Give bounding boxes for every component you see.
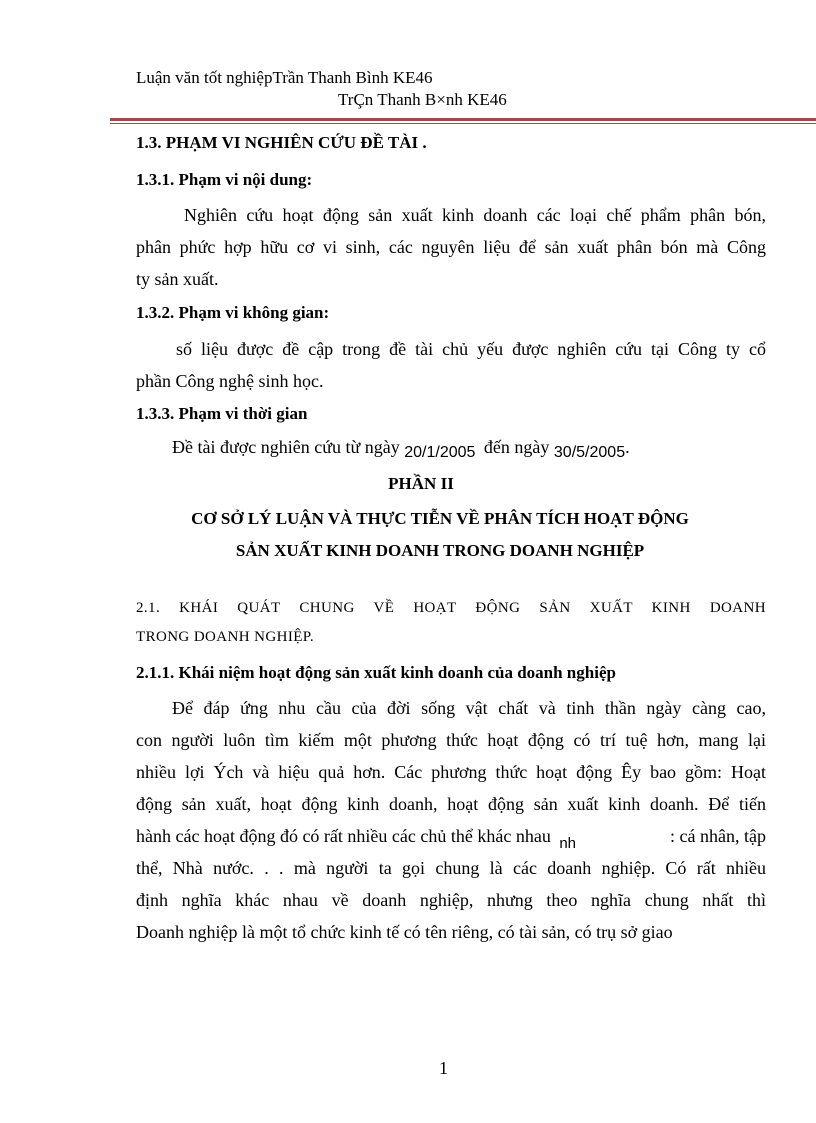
paragraph-line: ty sản xuất. [136,269,219,289]
paragraph-line: nhiều lợi Ých và hiệu quả hơn. Các phương thức hoạt động Êy bao gồm: Hoạt [136,762,766,782]
paragraph-line: thể, Nhà nước. . . mà người ta gọi chung là các doanh nghiệp. Có rất nhiều [136,858,766,878]
paragraph-line: số liệu được đề cập trong đề tài chủ yếu được nghiên cứu tại Công ty cổ [176,339,766,359]
section-2-1-heading-line-2: TRONG DOANH NGHIỆP. [136,629,315,645]
paragraph-line-text: hành các hoạt động đó có rất nhiều các chủ thể khác nhau [136,826,551,846]
part-subtitle-line-2: SẢN XUẤT KINH DOANH TRONG DOANH NGHIỆP [235,541,645,560]
paragraph-line: Nghiên cứu hoạt động sản xuất kinh doanh các loại chế phẩm phân bón, [184,205,766,225]
end-date: 30/5/2005 [553,444,626,461]
paragraph-line: định nghĩa khác nhau về doanh nghiệp, nhưng theo nghĩa chung nhất thì [136,890,766,910]
time-range-suffix: . [625,437,630,457]
header-rule-thick [110,118,816,121]
time-range-line [172,437,630,461]
page-number: 1 [439,1058,448,1078]
subscript-fragment: nh [559,835,577,852]
paragraph-line: Để đáp ứng nhu cầu của đời sống vật chất và tinh thần ngày càng cao, [172,698,766,718]
section-1-3-2-heading: 1.3.2. Phạm vi không gian: [136,303,330,322]
section-2-1-heading-line-1: 2.1. KHÁI QUÁT CHUNG VỀ HOẠT ĐỘNG SẢN XUẤT KINH DOANH [136,600,766,616]
paragraph-line-tail: : cá nhân, tập [670,826,766,846]
paragraph-line: động sản xuất, hoạt động kinh doanh, hoạt động sản xuất kinh doanh. Để tiến [136,794,766,814]
section-1-3-1-heading: 1.3.1. Phạm vi nội dung: [136,170,313,189]
section-2-1-1-heading: 2.1.1. Khái niệm hoạt động sản xuất kinh doanh của doanh nghiệp [136,663,616,682]
running-header-line-2: TrÇn Thanh B×nh KE46 [338,90,507,109]
paragraph-line: phần Công nghệ sinh học. [136,371,324,391]
header-rule-thin [110,123,816,124]
paragraph-line: Doanh nghiệp là một tổ chức kinh tế có tên riêng, có tài sản, có trụ sở giao [136,922,673,942]
running-header-line-1: Luận văn tốt nghiệpTrần Thanh Bình KE46 [136,68,433,87]
time-range-prefix: Đề tài được nghiên cứu từ ngày [172,437,400,457]
section-1-3-heading: 1.3. PHẠM VI NGHIÊN CỨU ĐỀ TÀI . [136,133,427,152]
paragraph-line: con người luôn tìm kiếm một phương thức hoạt động có trí tuệ hơn, mang lại [136,730,766,750]
part-title: PHẦN II [388,474,454,493]
paragraph-line [136,826,766,852]
part-subtitle-line-1: CƠ SỞ LÝ LUẬN VÀ THỰC TIỄN VỀ PHÂN TÍCH HOẠT ĐỘNG [191,509,689,528]
section-1-3-3-heading: 1.3.3. Phạm vi thời gian [136,404,308,423]
time-range-mid: đến ngày [483,437,550,457]
paragraph-line: phân phức hợp hữu cơ vi sinh, các nguyên liệu để sản xuất phân bón mà Công [136,237,766,257]
start-date: 20/1/2005 [404,444,476,461]
